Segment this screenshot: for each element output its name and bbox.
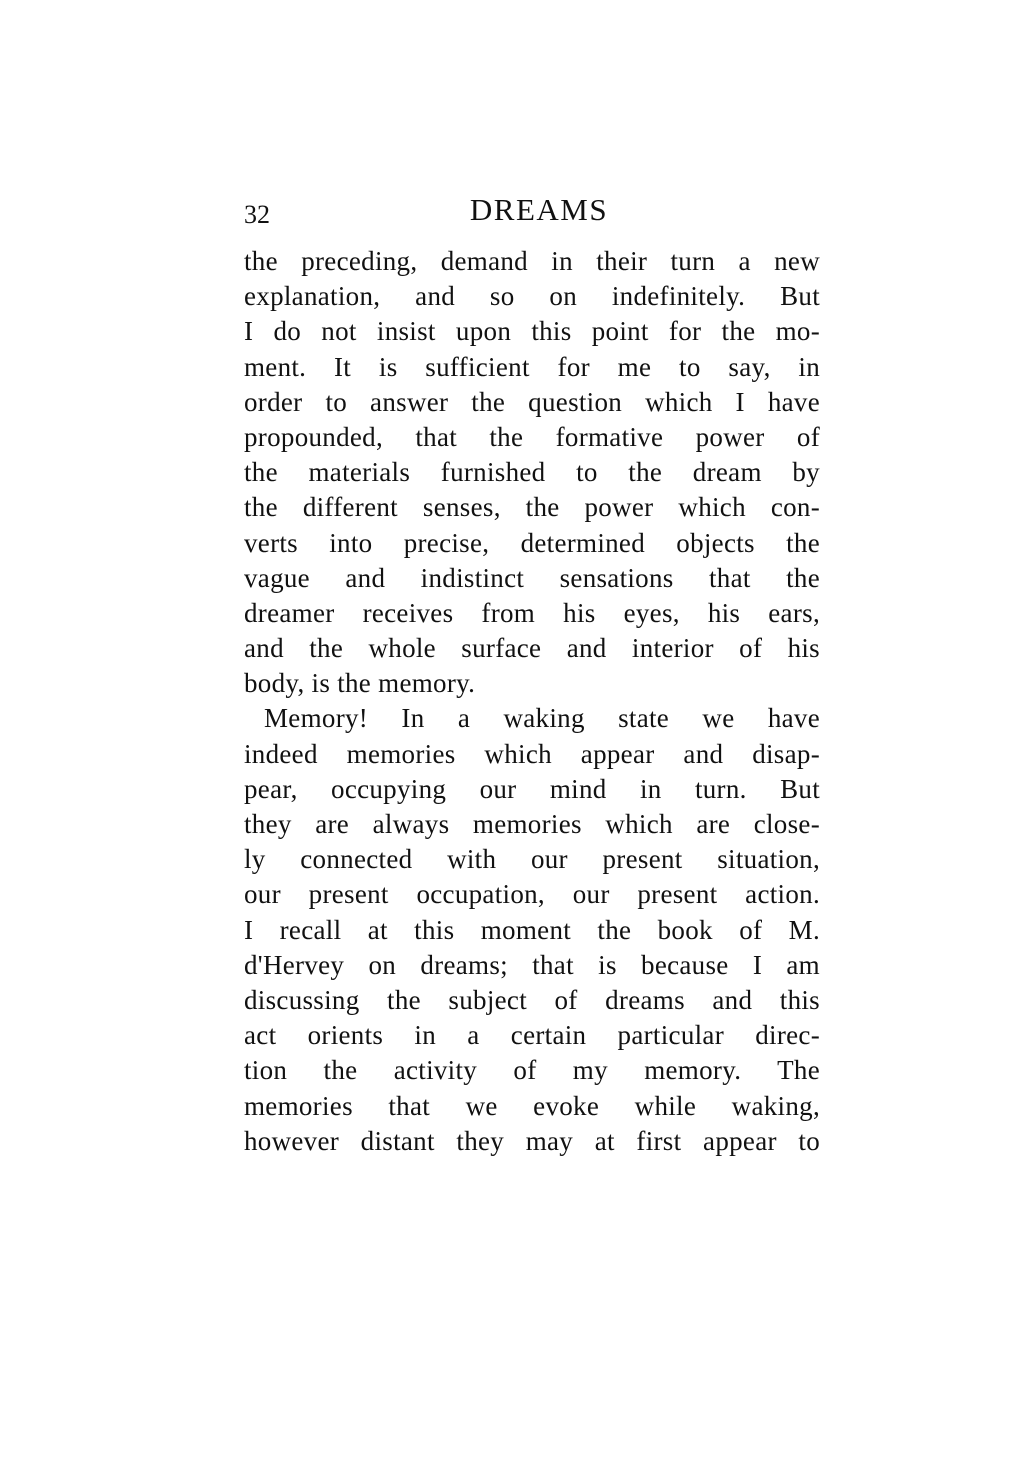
text-line: our present occupation, our present action. xyxy=(244,879,820,910)
page-number: 32 xyxy=(244,200,270,229)
text-line: order to answer the question which I have xyxy=(244,386,820,417)
page-header xyxy=(244,192,820,236)
text-line: discussing the subject of dreams and this xyxy=(244,984,820,1015)
text-line: however distant they may at first appear to xyxy=(244,1125,820,1156)
text-line: the materials furnished to the dream by xyxy=(244,457,820,488)
text-line: ly connected with our present situation, xyxy=(244,844,820,875)
text-line: d'Hervey on dreams; that is because I am xyxy=(244,949,820,980)
text-line: I do not insist upon this point for the mo- xyxy=(244,316,820,347)
text-line: the preceding, demand in their turn a new xyxy=(244,246,820,276)
text-line: indeed memories which appear and disap- xyxy=(244,738,820,769)
text-line: body, is the memory. xyxy=(244,668,476,699)
text-line: vague and indistinct sensations that the xyxy=(244,562,820,593)
text-line: they are always memories which are close- xyxy=(244,809,820,839)
text-line: propounded, that the formative power of xyxy=(244,421,820,452)
text-line: tion the activity of my memory. The xyxy=(244,1055,820,1086)
body-text xyxy=(244,244,820,1159)
text-line: explanation, and so on indefinitely. But xyxy=(244,281,820,312)
text-line: Memory! In a waking state we have xyxy=(264,703,820,734)
text-line: memories that we evoke while waking, xyxy=(244,1090,820,1121)
text-line: pear, occupying our mind in turn. But xyxy=(244,773,820,804)
text-line: dreamer receives from his eyes, his ears, xyxy=(244,597,820,628)
text-line: verts into precise, determined objects the xyxy=(244,527,820,558)
text-line: ment. It is sufficient for me to say, in xyxy=(244,351,820,382)
text-line: the different senses, the power which con- xyxy=(244,492,820,523)
text-line: and the whole surface and interior of his xyxy=(244,633,820,664)
running-title: DREAMS xyxy=(469,192,609,227)
text-line: act orients in a certain particular direc- xyxy=(244,1020,820,1051)
text-line: I recall at this moment the book of M. xyxy=(244,914,820,945)
